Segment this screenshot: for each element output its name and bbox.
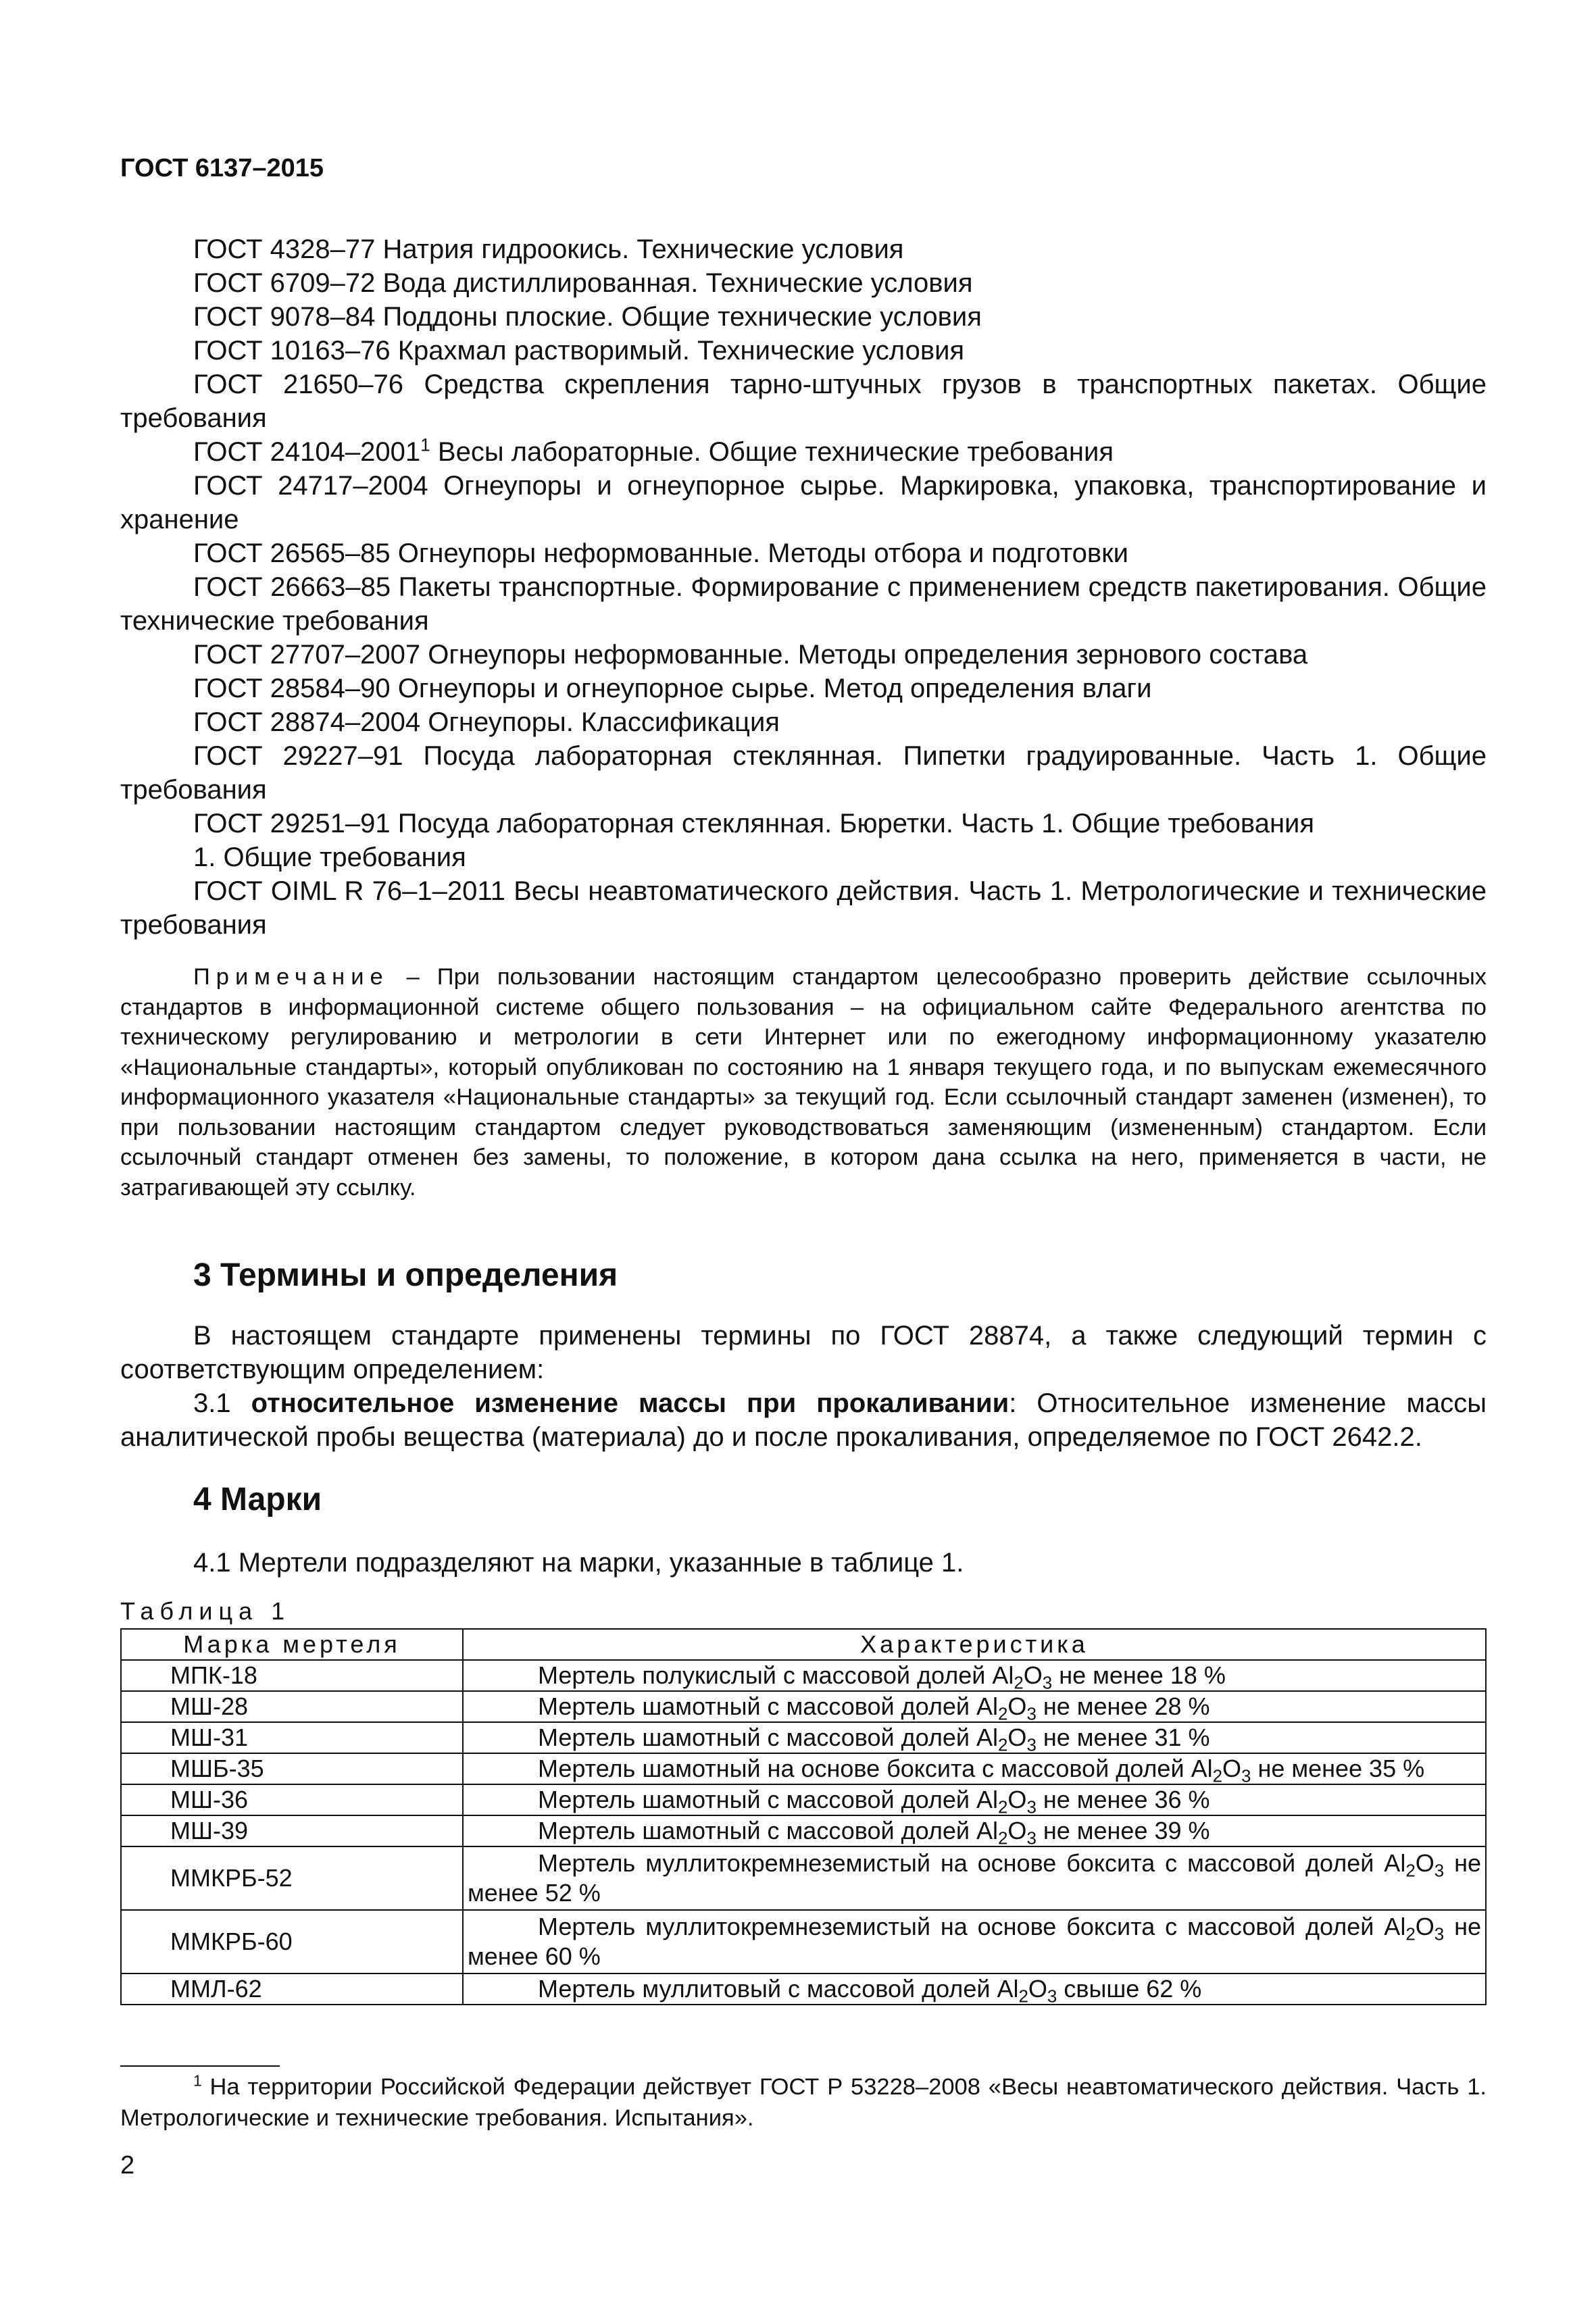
characteristic-cell: Мертель полукислый с массовой долей $Al_2O_3$ не менее 18 % xyxy=(463,1660,1486,1691)
table-row xyxy=(121,1691,1486,1722)
mark-cell: ММКРБ-52 xyxy=(121,1846,463,1910)
reference-item: ГОСТ OIML R 76–1–2011 Весы неавтоматического действия. Часть 1. Метрологические и технические требования xyxy=(120,876,1487,940)
footnote-marker: 1 xyxy=(420,434,430,455)
characteristic-cell: Мертель шамотный с массовой долей $Al_2O_3$ не менее 36 % xyxy=(463,1784,1486,1815)
section-3-intro: В настоящем стандарте применены термины по ГОСТ 28874, а также следующий термин с соответствующим определением: xyxy=(120,1321,1487,1384)
page-number: 2 xyxy=(120,2151,135,2180)
section-3-body xyxy=(120,1319,1487,1454)
reference-item: ГОСТ 28874–2004 Огнеупоры. Классификация xyxy=(193,707,780,737)
table-row xyxy=(121,1973,1486,2005)
footnote-number: 1 xyxy=(193,2071,202,2090)
column-header-characteristic: Характеристика xyxy=(463,1629,1486,1660)
table-row xyxy=(121,1815,1486,1846)
characteristic-cell: Мертель шамотный с массовой долей $Al_2O_3$ не менее 28 % xyxy=(463,1691,1486,1722)
mark-cell: МШБ-35 xyxy=(121,1753,463,1784)
characteristic-cell: Мертель муллитовый с массовой долей $Al_2O_3$ свыше 62 % xyxy=(463,1973,1486,2005)
reference-item: ГОСТ 28584–90 Огнеупоры и огнеупорное сырье. Метод определения влаги xyxy=(193,674,1152,703)
reference-item: ГОСТ 29251–91 Посуда лабораторная стеклянная. Бюретки. Часть 1. Общие требования xyxy=(193,809,1315,838)
table-row xyxy=(121,1753,1486,1784)
characteristic-cell: Мертель шамотный с массовой долей $Al_2O_3$ не менее 39 % xyxy=(463,1815,1486,1846)
reference-item: ГОСТ 4328–77 Натрия гидроокись. Технические условия xyxy=(193,234,904,264)
term-definition xyxy=(120,1386,1487,1454)
term-number: 3.1 xyxy=(193,1388,251,1418)
reference-item: ГОСТ 9078–84 Поддоны плоские. Общие технические условия xyxy=(193,302,982,332)
reference-text-rest: Весы лабораторные. Общие технические требования xyxy=(430,437,1114,467)
term: относительное изменение массы при прокаливании xyxy=(251,1388,1009,1418)
characteristic-cell: Мертель муллитокремнеземистый на основе боксита с массовой долей $Al_2O_3$ не менее 60 % xyxy=(463,1910,1486,1973)
reference-item: ГОСТ 29227–91 Посуда лабораторная стеклянная. Пипетки градуированные. Часть 1. Общие требования xyxy=(120,741,1487,805)
footnote-divider xyxy=(120,2065,280,2067)
table-row xyxy=(121,1846,1486,1910)
table-row xyxy=(121,1784,1486,1815)
reference-item: ГОСТ 27707–2007 Огнеупоры неформованные. Методы определения зернового состава xyxy=(193,640,1308,670)
mark-cell: МШ-39 xyxy=(121,1815,463,1846)
mark-cell: МШ-28 xyxy=(121,1691,463,1722)
mark-cell: МПК-18 xyxy=(121,1660,463,1691)
table-caption: Таблица 1 xyxy=(120,1597,291,1625)
definition: : Относительное изменение массы аналитической пробы вещества (материала) до и после прокаливания, определяемое по ГОСТ 2642.2. xyxy=(120,1388,1487,1452)
reference-item: 1. Общие требования xyxy=(193,842,466,872)
section-3-heading: 3 Термины и определения xyxy=(193,1257,618,1293)
footnote-text: На территории Российской Федерации действует ГОСТ Р 53228–2008 «Весы неавтоматического действия. Часть 1. Метрологические и технические требования. Испытания». xyxy=(120,2074,1487,2131)
document-header: ГОСТ 6137–2015 xyxy=(120,154,324,182)
reference-item: ГОСТ 24717–2004 Огнеупоры и огнеупорное сырье. Маркировка, упаковка, транспортирование и хранение xyxy=(120,471,1487,534)
mark-cell: ММЛ-62 xyxy=(121,1973,463,2005)
table-row xyxy=(121,1910,1486,1973)
reference-item xyxy=(120,435,1487,469)
column-header-mark: Марка мертеля xyxy=(121,1629,463,1660)
marks-table xyxy=(120,1628,1487,2005)
note-label: Примечание xyxy=(193,964,389,990)
reference-text: ГОСТ 24104–2001 xyxy=(193,437,421,467)
section-4-intro: 4.1 Мертели подразделяют на марки, указанные в таблице 1. xyxy=(193,1548,964,1578)
section-4-body xyxy=(120,1546,1487,1580)
reference-item: ГОСТ 26663–85 Пакеты транспортные. Формирование с применением средств пакетирования. Общие технические требования xyxy=(120,572,1487,636)
characteristic-cell: Мертель шамотный на основе боксита с массовой долей $Al_2O_3$ не менее 35 % xyxy=(463,1753,1486,1784)
characteristic-cell: Мертель шамотный с массовой долей $Al_2O_3$ не менее 31 % xyxy=(463,1722,1486,1753)
table-row xyxy=(121,1660,1486,1691)
note-paragraph xyxy=(120,962,1487,1203)
reference-item: ГОСТ 6709–72 Вода дистиллированная. Технические условия xyxy=(193,268,973,298)
mark-cell: МШ-36 xyxy=(121,1784,463,1815)
footnote-paragraph xyxy=(120,2071,1487,2134)
section-4-heading: 4 Марки xyxy=(193,1482,322,1517)
mark-cell: МШ-31 xyxy=(121,1722,463,1753)
reference-item: ГОСТ 21650–76 Средства скрепления тарно-штучных грузов в транспортных пакетах. Общие требования xyxy=(120,370,1487,433)
footnote xyxy=(120,2071,1487,2134)
characteristic-cell: Мертель муллитокремнеземистый на основе боксита с массовой долей $Al_2O_3$ не менее 52 % xyxy=(463,1846,1486,1910)
table-row xyxy=(121,1722,1486,1753)
note-block xyxy=(120,962,1487,1203)
note-text: – При пользовании настоящим стандартом целесообразно проверить действие ссылочных стандартов в информационной системе общего пользования – на официальном сайте Федерального агентства по техническому регулированию и метрологии в сети Интернет или по ежегодному информационному указателю «Национальные стандарты», который опубликован по состоянию на 1 января текущего года, и по выпускам ежемесячного информационного указателя «Национальные стандарты» за текущий год. Если ссылочный стандарт заменен (изменен), то при пользовании настоящим стандартом следует руководствоваться заменяющим (измененным) стандартом. Если ссылочный стандарт отменен без замены, то положение, в котором дана ссылка на него, применяется в части, не затрагивающей эту ссылку. xyxy=(120,964,1487,1201)
mark-cell: ММКРБ-60 xyxy=(121,1910,463,1973)
reference-item: ГОСТ 26565–85 Огнеупоры неформованные. Методы отбора и подготовки xyxy=(193,538,1128,568)
normative-references-list xyxy=(120,232,1487,942)
reference-item: ГОСТ 10163–76 Крахмал растворимый. Технические условия xyxy=(193,336,965,366)
table-header-row xyxy=(121,1629,1486,1660)
